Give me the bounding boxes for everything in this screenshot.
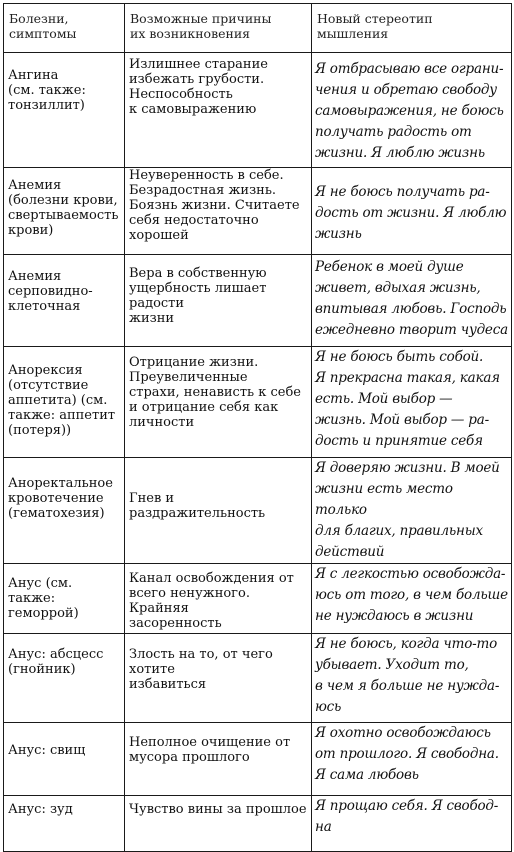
disease-cell xyxy=(4,347,125,458)
cause-cell xyxy=(125,796,312,852)
cause-text: Неполное очищение от мусора прошлого xyxy=(129,735,291,765)
affirmation-text: Я не боюсь получать ра- дость от жизни. Я люблю жизнь xyxy=(315,184,507,242)
affirmation-cell xyxy=(312,347,512,458)
affirmation-text: Я доверяю жизни. В моей жизни есть место только для благих, правильных действий xyxy=(315,460,500,560)
affirmation-text: Я не боюсь, когда что-то убывает. Уходит то, в чем я больше не нужда- юсь xyxy=(315,636,500,715)
header-cell-new-thinking xyxy=(312,4,512,53)
disease-name: Анемия серповидно- клеточная xyxy=(8,269,93,314)
table-row xyxy=(4,347,512,458)
cause-cell xyxy=(125,564,312,634)
cause-text: Гнев и раздражительность xyxy=(129,491,266,521)
table-row xyxy=(4,796,512,852)
header-new-thinking: Новый стереотип мышления xyxy=(317,11,433,41)
affirmation-text: Я не боюсь быть собой. Я прекрасна такая, какая есть. Мой выбор — жизнь. Мой выбор — ра- дость и принятие себя xyxy=(315,349,500,449)
affirmation-text: Я прощаю себя. Я свобод- на xyxy=(315,798,499,835)
affirmation-cell xyxy=(312,168,512,255)
table-row xyxy=(4,723,512,796)
disease-cell xyxy=(4,458,125,564)
table-row xyxy=(4,255,512,347)
affirmation-cell xyxy=(312,255,512,347)
disease-cell xyxy=(4,564,125,634)
cause-text: Канал освобождения от всего ненужного. Крайняя засоренность xyxy=(129,571,294,631)
header-diseases: Болезни, симптомы xyxy=(9,11,77,41)
disease-name: Анус (см. также: геморрой) xyxy=(8,576,79,621)
affirmation-cell xyxy=(312,723,512,796)
disease-name: Анемия (болезни крови, свертываемость крови) xyxy=(8,178,119,238)
disease-name: Анус: абсцесс (гнойник) xyxy=(8,647,104,677)
table-row xyxy=(4,634,512,723)
disease-cell xyxy=(4,53,125,168)
header-cell-diseases xyxy=(4,4,125,53)
cause-text: Отрицание жизни. Преувеличенные страхи, ненависть к себе и отрицание себя как личности xyxy=(129,355,301,430)
disease-cell xyxy=(4,796,125,852)
cause-cell xyxy=(125,723,312,796)
affirmation-text: Я охотно освобождаюсь от прошлого. Я свободна. Я сама любовь xyxy=(315,725,499,783)
disease-name: Аноректальное кровотечение (гематохезия) xyxy=(8,476,113,521)
cause-cell xyxy=(125,53,312,168)
disease-cell xyxy=(4,723,125,796)
affirmation-text: Ребенок в моей душе живет, вдыхая жизнь, впитывая любовь. Господь ежедневно творит чудеса xyxy=(315,259,508,338)
table-row xyxy=(4,564,512,634)
cause-text: Излишнее старание избежать грубости. Неспособность к самовыражению xyxy=(129,57,268,117)
cause-cell xyxy=(125,347,312,458)
disease-name: Анорексия (отсутствие аппетита) (см. также: аппетит (потеря)) xyxy=(8,363,116,438)
table-header-row xyxy=(4,4,512,53)
cause-cell xyxy=(125,168,312,255)
disease-name: Ангина (см. также: тонзиллит) xyxy=(8,68,86,113)
table-row xyxy=(4,53,512,168)
page xyxy=(3,3,511,852)
cause-cell xyxy=(125,255,312,347)
diseases-table xyxy=(3,3,512,852)
disease-name: Анус: зуд xyxy=(8,802,73,817)
affirmation-cell xyxy=(312,53,512,168)
affirmation-cell xyxy=(312,796,512,852)
table-row xyxy=(4,168,512,255)
cause-text: Чувство вины за прошлое xyxy=(129,802,307,817)
affirmation-cell xyxy=(312,564,512,634)
cause-cell xyxy=(125,458,312,564)
affirmation-cell xyxy=(312,458,512,564)
cause-cell xyxy=(125,634,312,723)
affirmation-cell xyxy=(312,634,512,723)
affirmation-text: Я с легкостью освобожда- юсь от того, в чем больше не нуждаюсь в жизни xyxy=(315,566,508,624)
table-row xyxy=(4,458,512,564)
disease-name: Анус: свищ xyxy=(8,743,86,758)
header-causes: Возможные причины их возникновения xyxy=(130,11,272,41)
disease-cell xyxy=(4,255,125,347)
disease-cell xyxy=(4,634,125,723)
cause-text: Неуверенность в себе. Безрадостная жизнь. Боязнь жизни. Считаете себя недостаточно хорошей xyxy=(129,168,300,243)
affirmation-text: Я отбрасываю все ограни- чения и обретаю свободу самовыражения, не боюсь получать радость от жизни. Я люблю жизнь xyxy=(315,61,504,161)
header-cell-causes xyxy=(125,4,312,53)
disease-cell xyxy=(4,168,125,255)
cause-text: Злость на то, от чего хотите избавиться xyxy=(129,647,273,692)
cause-text: Вера в собственную ущербность лишает радости жизни xyxy=(129,266,267,326)
